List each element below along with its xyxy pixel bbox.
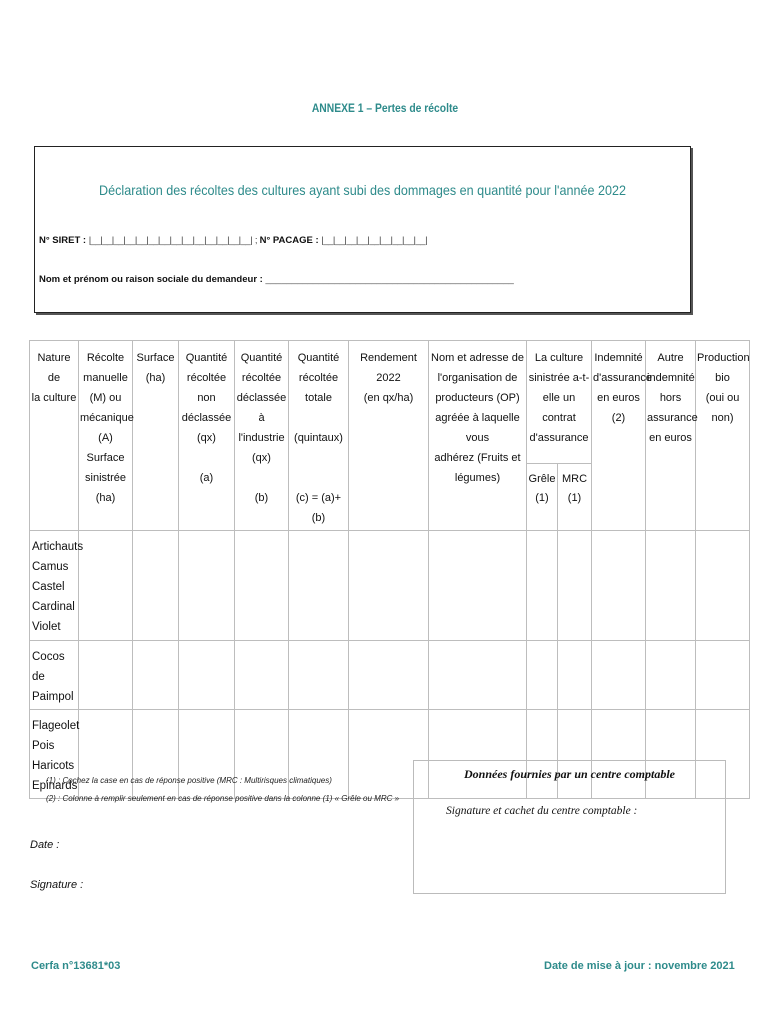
header-recolte-mode: Récolte manuelle (M) ou mécanique (A) Surface sinistrée (ha)	[79, 341, 133, 531]
cerfa-number: Cerfa n°13681*03	[31, 960, 121, 972]
table-cell[interactable]	[696, 641, 750, 710]
subheader-mrc: MRC (1)	[558, 463, 592, 530]
table-cell[interactable]	[179, 531, 235, 641]
crop-name-cocos: Cocos de Paimpol	[30, 641, 79, 710]
crop-name-flageolet: Flageolet Pois Haricots Epinards	[30, 710, 79, 799]
header-quantite-declassee: Quantité récoltée déclassée à l'industrie (qx) (b)	[235, 341, 289, 531]
applicant-name-field[interactable]: _______________________________________________	[265, 274, 514, 285]
table-cell[interactable]	[696, 531, 750, 641]
siret-field[interactable]: |__|__|__|__|__|__|__|__|__|__|__|__|__|__|	[88, 235, 253, 246]
header-quantite-totale: Quantité récoltée totale (quintaux) (c) = (a)+(b)	[289, 341, 349, 531]
table-cell[interactable]	[133, 641, 179, 710]
centre-comptable-title: Données fournies par un centre comptable	[463, 767, 675, 781]
declaration-title: Déclaration des récoltes des cultures ayant subi des dommages en quantité pour l'année 2022	[98, 182, 627, 198]
table-cell[interactable]	[527, 531, 558, 641]
header-contrat-assurance: La culture sinistrée a-t- elle un contrat d'assurance	[527, 341, 592, 464]
crop-name-artichauts: Artichauts Camus Castel Cardinal Violet	[30, 531, 79, 641]
header-indemnite-assurance: Indemnité d'assurance en euros (2)	[592, 341, 646, 531]
pacage-label: N° PACAGE :	[259, 235, 319, 246]
header-organisation-producteurs: Nom et adresse de l'organisation de producteurs (OP) agréée à laquelle vous adhérez (Fruits et légumes)	[429, 341, 527, 531]
applicant-name-label: Nom et prénom ou raison sociale du demandeur :	[39, 274, 263, 285]
table-cell[interactable]	[429, 641, 527, 710]
pacage-field[interactable]: |__|__|__|__|__|__|__|__|__|	[321, 235, 428, 246]
centre-comptable-signature: Signature et cachet du centre comptable :	[446, 805, 638, 817]
identifiers-line	[39, 235, 427, 246]
table-cell[interactable]	[235, 641, 289, 710]
table-cell[interactable]	[349, 531, 429, 641]
separator: ;	[254, 235, 257, 246]
siret-label: N° SIRET :	[39, 235, 87, 246]
table-cell[interactable]	[527, 641, 558, 710]
annex-title: ANNEXE 1 – Pertes de récolte	[311, 101, 459, 115]
header-nature-culture: Nature de la culture	[30, 341, 79, 531]
table-cell[interactable]	[289, 531, 349, 641]
subheader-grele: Grêle (1)	[527, 463, 558, 530]
header-autre-indemnite: Autre indemnité hors assurance en euros	[646, 341, 696, 531]
footnotes	[46, 772, 399, 808]
date-label: Date :	[30, 839, 60, 851]
table-cell[interactable]	[646, 531, 696, 641]
table-cell[interactable]	[289, 641, 349, 710]
footnote-1: (1) : Cochez la case en cas de réponse positive (MRC : Multirisques climatiques)	[46, 776, 332, 785]
table-cell[interactable]	[79, 531, 133, 641]
header-rendement: Rendement 2022 (en qx/ha)	[349, 341, 429, 531]
table-cell[interactable]	[592, 641, 646, 710]
table-cell[interactable]	[429, 531, 527, 641]
footnote-2: (2) : Colonne à remplir seulement en cas de réponse positive dans la colonne (1) « Grêle ou MRC »	[46, 794, 400, 803]
declaration-box	[34, 146, 691, 313]
header-quantite-non-declassee: Quantité récoltée non déclassée (qx) (a)	[179, 341, 235, 531]
table-cell[interactable]	[592, 531, 646, 641]
table-cell[interactable]	[558, 531, 592, 641]
signature-label: Signature :	[30, 879, 84, 891]
header-production-bio: Production bio (oui ou non)	[696, 341, 750, 531]
table-cell[interactable]	[79, 641, 133, 710]
table-cell[interactable]	[133, 531, 179, 641]
table-cell[interactable]	[179, 641, 235, 710]
table-cell[interactable]	[235, 531, 289, 641]
applicant-name-line	[39, 274, 514, 285]
table-cell[interactable]	[349, 641, 429, 710]
update-date: Date de mise à jour : novembre 2021	[544, 960, 735, 972]
header-surface: Surface (ha)	[133, 341, 179, 531]
table-cell[interactable]	[646, 641, 696, 710]
centre-comptable-box	[413, 760, 726, 894]
table-row	[30, 531, 750, 641]
table-row	[30, 641, 750, 710]
crops-table	[29, 340, 750, 799]
table-cell[interactable]	[558, 641, 592, 710]
